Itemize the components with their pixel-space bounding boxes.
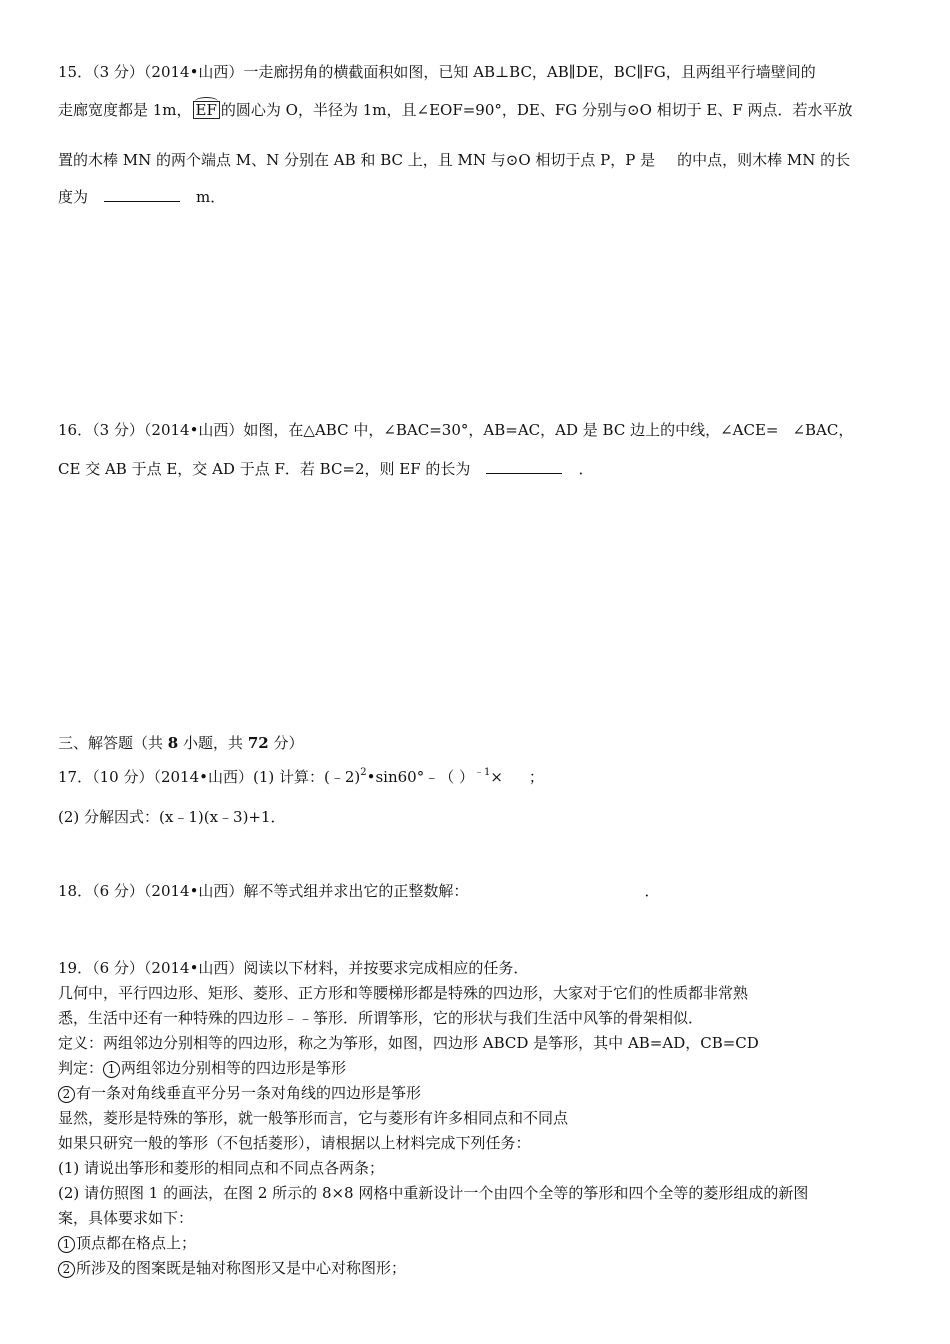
- answer-blank: [104, 187, 180, 202]
- q18-line: 18．（6 分）（2014•山西）解不等式组并求出它的正整数解： ．: [58, 882, 660, 900]
- q15-line-4: 度为 m．: [58, 188, 226, 206]
- q19-criterion-1: 判定： 1 两组邻边分别相等的四边形是筝形: [58, 1059, 347, 1077]
- q16-line-2: CE 交 AB 于点 E，交 AD 于点 F．若 BC=2，则 EF 的长为 ．: [58, 460, 594, 478]
- q19-task-1: (1) 请说出筝形和菱形的相同点和不同点各两条；: [58, 1159, 385, 1177]
- q15-line-2: 走廊宽度都是 1m， EF 的圆心为 O，半径为 1m，且∠EOF=90°，DE、FG 分别与⊙O 相切于 E、F 两点．若水平放: [58, 101, 853, 119]
- q19-task-2: (2) 请仿照图 1 的画法，在图 2 所示的 8×8 网格中重新设计一个由四个全等的筝形和四个全等的菱形组成的新图: [58, 1184, 809, 1202]
- circled-number: 1: [58, 1236, 75, 1253]
- arc-ef: EF: [193, 101, 220, 119]
- q19-requirement-2: 2 所涉及的图案既是轴对称图形又是中心对称图形；: [58, 1258, 406, 1278]
- q19-criterion-2: 2 有一条对角线垂直平分另一条对角线的四边形是筝形: [58, 1083, 421, 1103]
- circled-number: 2: [58, 1261, 75, 1278]
- q16-line-1: 16．（3 分）（2014•山西）如图，在△ABC 中，∠BAC=30°，AB=AC，AD 是 BC 边上的中线，∠ACE= ∠BAC，: [58, 421, 854, 439]
- q19-para-2: 悉，生活中还有一种特殊的四边形﹣﹣筝形．所谓筝形，它的形状与我们生活中风筝的骨架相似．: [58, 1009, 704, 1027]
- q17-line-1: 17．（10 分）（2014•山西）(1) 计算：(﹣2)$^2$•sin60°﹣（ ）$^{﹣1}$× ；: [58, 767, 544, 786]
- q19-para-6: 显然，菱形是特殊的筝形，就一般筝形而言，它与菱形有许多相同点和不同点: [58, 1109, 569, 1127]
- q17-line-2: (2) 分解因式：(x﹣1)(x﹣3)+1．: [58, 808, 286, 826]
- q19-requirement-1: 1 顶点都在格点上；: [58, 1233, 196, 1253]
- section-heading: 三、解答题（共 8 小题，共 72 分）: [58, 734, 304, 752]
- q15-line-3: 置的木棒 MN 的两个端点 M、N 分别在 AB 和 BC 上，且 MN 与⊙O 相切于点 P，P 是 的中点，则木棒 MN 的长: [58, 151, 851, 169]
- q19-para-1: 几何中，平行四边形、矩形、菱形、正方形和等腰梯形都是特殊的四边形，大家对于它们的性质都非常熟: [58, 984, 749, 1002]
- q19-definition: 定义：两组邻边分别相等的四边形，称之为筝形，如图，四边形 ABCD 是筝形，其中 AB=AD，CB=CD: [58, 1034, 759, 1052]
- q15-line-1: 15．（3 分）（2014•山西）一走廊拐角的横截面积如图，已知 AB⊥BC，AB∥DE，BC∥FG，且两组平行墙壁间的: [58, 63, 816, 81]
- q19-title: 19．（6 分）（2014•山西）阅读以下材料，并按要求完成相应的任务．: [58, 959, 529, 977]
- answer-blank: [486, 459, 562, 474]
- circled-number: 1: [103, 1061, 120, 1078]
- circled-number: 2: [58, 1086, 75, 1103]
- q19-task-2-cont: 案，具体要求如下：: [58, 1209, 194, 1227]
- q19-para-7: 如果只研究一般的筝形（不包括菱形），请根据以上材料完成下列任务：: [58, 1134, 531, 1152]
